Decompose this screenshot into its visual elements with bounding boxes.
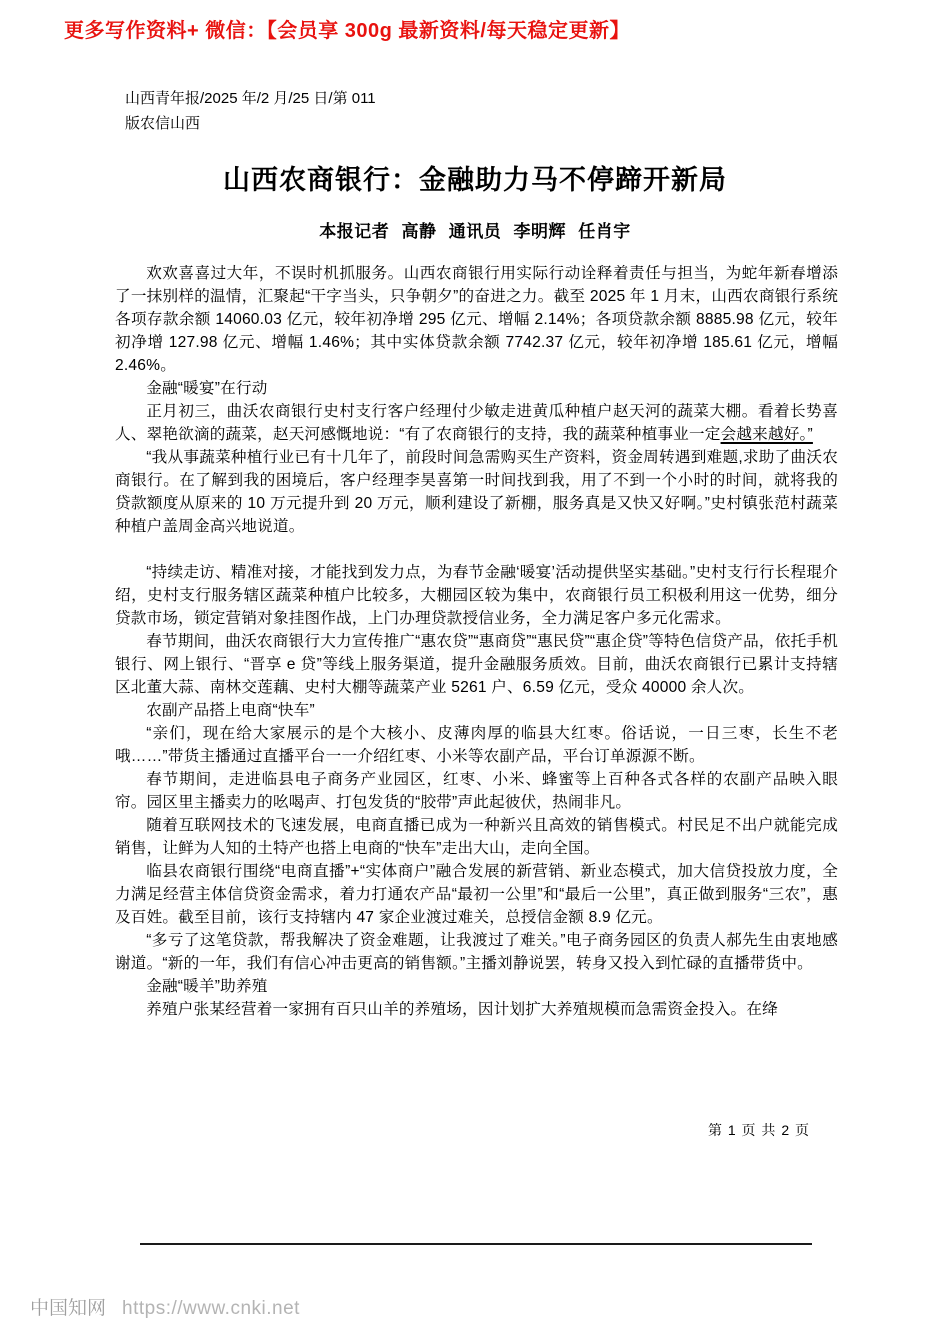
publication-source	[125, 86, 376, 136]
paragraph: 养殖户张某经营着一家拥有百只山羊的养殖场，因计划扩大养殖规模而急需资金投入。在绛	[146, 1001, 778, 1018]
paragraph: “我从事蔬菜种植行业已有十几年了，前段时间急需购买生产资料，资金周转遇到难题,求助了曲沃农商银行。在了解到我的困境后，客户经理李昊喜第一时间找到我，用了不到一个小时的时间，就将我的贷款额度从原来的 10 万元提升到 20 万元，顺利建设了新棚，服务真是又快又好啊。”史村镇张范村蔬菜种植户盖周金高兴地说道。	[115, 449, 838, 535]
article-byline: 本报记者 高静 通讯员 李明辉 任肖宇	[319, 222, 631, 241]
paragraph: 正月初三，曲沃农商银行史村支行客户经理付少敏走进黄瓜种植户赵天河的蔬菜大棚。看着长势喜人、翠艳欲滴的蔬菜，赵天河感慨地说：“有了农商银行的支持，我的蔬菜种植事业一定会越来越好。”	[115, 403, 838, 443]
paragraph: 欢欢喜喜过大年，不误时机抓服务。山西农商银行用实际行动诠释着责任与担当，为蛇年新春增添了一抹别样的温情，汇聚起“干字当头，只争朝夕”的奋进之力。截至 2025 年 1 月末，山西农商银行系统各项存款余额 14060.03 亿元，较年初净增 295 亿元、增幅 2.14%；各项贷款余额 8885.98 亿元，较年初净增 127.98 亿元、增幅 1.46%；其中实体贷款余额 7742.37 亿元，较年初净增 185.61 亿元，增幅 2.46%。	[115, 265, 838, 374]
underlined-text: 会越来越好。”	[720, 426, 813, 443]
cnki-brand-watermark: 中国知网	[30, 1298, 107, 1319]
paragraph: 春节期间，曲沃农商银行大力宣传推广“惠农贷”“惠商贷”“惠民贷”“惠企贷”等特色信贷产品，依托手机银行、网上银行、“晋享 e 贷”等线上服务渠道，提升金融服务质效。目前，曲沃农商银行已累计支持辖区北董大蒜、南林交莲藕、史村大棚等蔬菜产业 5261 户、6.59 亿元，受众 40000 余人次。	[115, 633, 838, 696]
section-subhead: 金融“暖宴”在行动	[146, 380, 268, 397]
paragraph: 临县农商银行围绕“电商直播”+“实体商户”融合发展的新营销、新业态模式，加大信贷投放力度，全力满足经营主体信贷资金需求，着力打通农产品“最初一公里”和“最后一公里”，真正做到服务“三农”，惠及百姓。截至目前，该行支持辖内 47 家企业渡过难关，总授信金额 8.9 亿元。	[115, 863, 838, 926]
promo-banner: 更多写作资料+ 微信：【会员享 300g 最新资料/每天稳定更新】	[64, 20, 630, 42]
page-indicator: 第 1 页 共 2 页	[707, 1122, 810, 1138]
source-line-2: 版农信山西	[125, 115, 201, 132]
footer-divider-line	[140, 1243, 812, 1245]
section-subhead: 农副产品搭上电商“快车”	[146, 702, 315, 719]
paragraph: “持续走访、精准对接，才能找到发力点，为春节金融‘暖宴’活动提供坚实基础。”史村支行行长程琨介绍，史村支行服务辖区蔬菜种植户比较多，大棚园区较为集中，农商银行员工积极利用这一优势，细分贷款市场，锁定营销对象挂图作战，上门办理贷款授信业务，全力满足客户多元化需求。	[115, 564, 838, 627]
paragraph: “多亏了这笔贷款，帮我解决了资金难题，让我渡过了难关。”电子商务园区的负责人郝先生由衷地感谢道。“新的一年，我们有信心冲击更高的销售额。”主播刘静说罢，转身又投入到忙碌的直播带货中。	[115, 932, 838, 972]
source-line-1: 山西青年报/2025 年/2 月/25 日/第 011	[125, 90, 376, 107]
article-title: 山西农商银行：金融助力马不停蹄开新局	[223, 165, 727, 195]
section-subhead: 金融“暖羊”助养殖	[146, 978, 268, 995]
paragraph: “亲们，现在给大家展示的是个大核小、皮薄肉厚的临县大红枣。俗话说，一日三枣，长生不老哦……”带货主播通过直播平台一一介绍红枣、小米等农副产品，平台订单源源不断。	[115, 725, 838, 765]
cnki-watermark	[30, 1293, 300, 1320]
paragraph: 春节期间，走进临县电子商务产业园区，红枣、小米、蜂蜜等上百种各式各样的农副产品映入眼帘。园区里主播卖力的吆喝声、打包发货的“胶带”声此起彼伏，热闹非凡。	[115, 771, 838, 811]
paragraph-gap	[115, 538, 838, 561]
paragraph: 随着互联网技术的飞速发展，电商直播已成为一种新兴且高效的销售模式。村民足不出户就能完成销售，让鲜为人知的土特产也搭上电商的“快车”走出大山，走向全国。	[115, 817, 838, 857]
article-body	[115, 262, 838, 1021]
cnki-url-watermark: https://www.cnki.net	[122, 1298, 300, 1319]
